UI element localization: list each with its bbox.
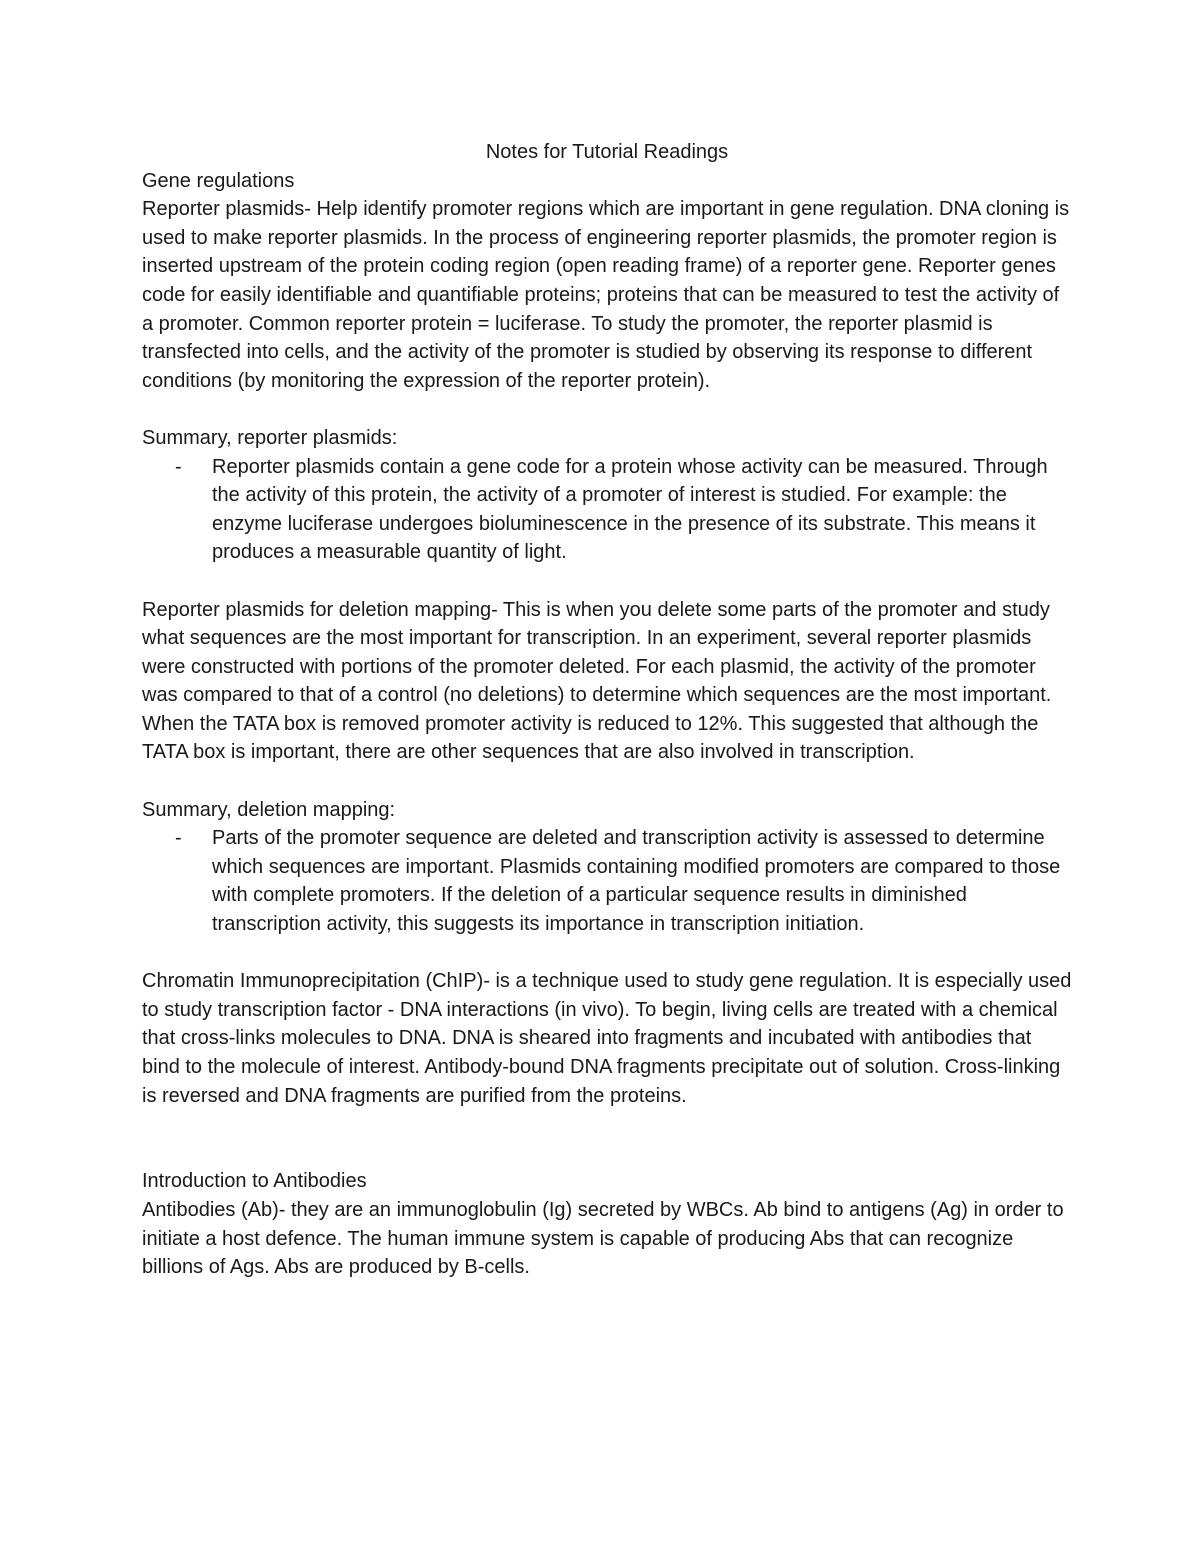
spacer [142,939,1072,968]
document-title: Notes for Tutorial Readings [485,141,729,163]
spacer [142,1110,1072,1167]
summary-deletion-heading: Summary, deletion mapping: [142,798,396,821]
section-heading-antibodies: Introduction to Antibodies [142,1170,367,1193]
paragraph-antibodies: Antibodies (Ab)- they are an immunoglobulin (Ig) secreted by WBCs. Ab bind to antigens (Ag) in order to initiate a host defence. The human immune system is capable of producing Abs that can recognize billions of Ags. Abs are produced by B-cells. [142,1198,1064,1279]
spacer [142,395,1072,424]
list-item-summary-reporter [142,453,1072,567]
paragraph-reporter-plasmids: Reporter plasmids- Help identify promoter regions which are important in gene regulation. DNA cloning is used to make reporter plasmids. In the process of engineering reporter plasmids, the promoter region is inserted upstream of the protein coding region (open reading frame) of a reporter gene. Reporter genes code for easily identifiable and quantifiable proteins; proteins that can be measured to test the activity of a promoter. Common reporter protein = luciferase. To study the promoter, the reporter plasmid is transfected into cells, and the activity of the promoter is studied by observing its response to different conditions (by monitoring the expression of the reporter protein). [142,198,1070,392]
paragraph-chip: Chromatin Immunoprecipitation (ChIP)- is a technique used to study gene regulation. It is especially used to study transcription factor - DNA interactions (in vivo). To begin, living cells are treated with a chemical that cross-links molecules to DNA. DNA is sheared into fragments and incubated with antibodies that bind to the molecule of interest. Antibody-bound DNA fragments precipitate out of solution. Cross-linking is reversed and DNA fragments are purified from the proteins. [142,970,1072,1107]
bullet-marker: - [175,827,182,850]
bullet-marker: - [175,455,182,478]
list-item-summary-deletion [142,824,1072,938]
spacer [142,767,1072,796]
summary-reporter-heading: Summary, reporter plasmids: [142,426,398,449]
bullet-text: Parts of the promoter sequence are deleted and transcription activity is assessed to determine which sequences are important. Plasmids containing modified promoters are compared to those with complete promoters. If the deletion of a particular sequence results in diminished transcription activity, this suggests its importance in transcription initiation. [212,827,1061,936]
spacer [142,567,1072,596]
section-heading-gene-regulations: Gene regulations [142,169,295,192]
paragraph-deletion-mapping: Reporter plasmids for deletion mapping- This is when you delete some parts of the promoter and study what sequences are the most important for transcription. In an experiment, several reporter plasmids were constructed with portions of the promoter deleted. For each plasmid, the activity of the promoter was compared to that of a control (no deletions) to determine which sequences are the most important. When the TATA box is removed promoter activity is reduced to 12%. This suggested that although the TATA box is important, there are other sequences that are also involved in transcription. [142,598,1052,764]
bullet-text: Reporter plasmids contain a gene code for a protein whose activity can be measured. Through the activity of this protein, the activity of a promoter of interest is studied. For example: the enzyme luciferase undergoes bioluminescence in the presence of its substrate. This means it produces a measurable quantity of light. [212,455,1048,564]
document-page [142,138,1072,1282]
